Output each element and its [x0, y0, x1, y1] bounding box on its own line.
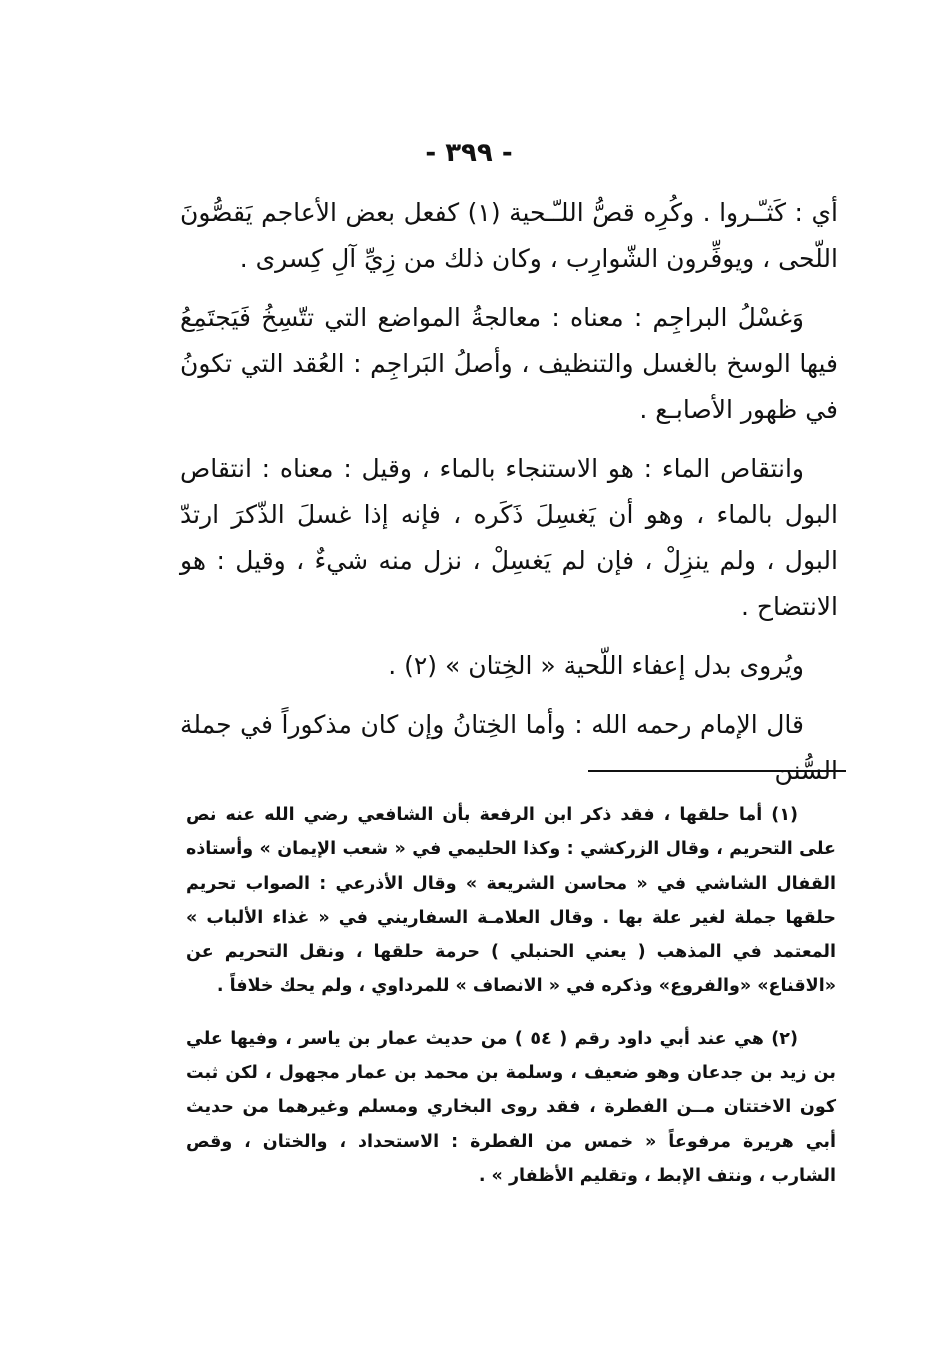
paragraph-intiqas-al-maa: وانتقاص الماء : هو الاستنجاء بالماء ، وقيل : معناه : انتقاص البول بالماء ، وهو أن يَغسِلَ ذَكَره ، فإنه إذا غسلَ الذّكرَ ارتدّ البول ، ولم ينزِلْ ، فإن لم يَغسِلْ ، نزل منه شيءٌ ، وقيل : هو الانتضاح .: [180, 454, 838, 621]
main-text: [180, 190, 838, 807]
paragraph-beards: أي : كَثـّـروا . وكُرِه قصُّ اللـّـحية (١) كفعل بعض الأعاجم يَقصُّونَ اللّحى ، ويوفِّرون الشّوارِب ، وكان ذلك من زِيِّ آلِ كِسرى .: [180, 198, 838, 273]
paragraph-barajim: وَغسْلُ البراجِم : معناه : معالجةُ المواضع التي تتّسِخُ فَيَجتَمِعُ فيها الوسخ بالغسل والتنظيف ، وأصلُ البَراجِم : العُقد التي تكونُ في ظهور الأصابـع .: [180, 303, 838, 424]
footnote-2: (٢) هي عند أبي داود رقم ( ٥٤ ) من حديث عمار بن ياسر ، وفيها علي بن زيد بن جدعان وهو ضعيف ، وسلمة بن محمد بن عمار مجهول ، لكن ثبت كون الاختتان مــن الفطرة ، فقد روى البخاري ومسلم وغيرهما من حديث أبي هريرة مرفوعاً « خمس من الفطرة : الاستحداد ، والختان ، وقص الشارب ، ونتف الإبط ، وتقليم الأظفار » .: [186, 1028, 836, 1186]
paragraph-khitan-variant: ويُروى بدل إعفاء اللّحية « الخِتان » (٢) .: [388, 651, 804, 680]
footnote-divider: [588, 770, 846, 772]
page-number: - ٣٩٩ -: [425, 138, 513, 168]
footnotes: [186, 798, 836, 1211]
footnote-1: (١) أما حلقها ، فقد ذكر ابن الرفعة بأن الشافعي رضي الله عنه نص على التحريم ، وقال الزركشي : وكذا الحليمي في « شعب الإيمان » وأستاذه القفال الشاشي في « محاسن الشريعة » وقال الأذرعي : الصواب تحريم حلقها جملة لغير علة بها . وقال العلامـة السفاريني في « غذاء الألباب » المعتمد في المذهب ( يعني الحنبلي ) حرمة حلقها ، ونقل التحريم عن «الاقناع» «والفروع» وذكره في « الانصاف » للمرداوي ، ولم يحك خلافاً .: [186, 805, 836, 997]
paragraph-imam-statement: قال الإمام رحمه الله : وأما الخِتانُ وإن كان مذكوراً في جملة السُّنن: [180, 710, 838, 785]
